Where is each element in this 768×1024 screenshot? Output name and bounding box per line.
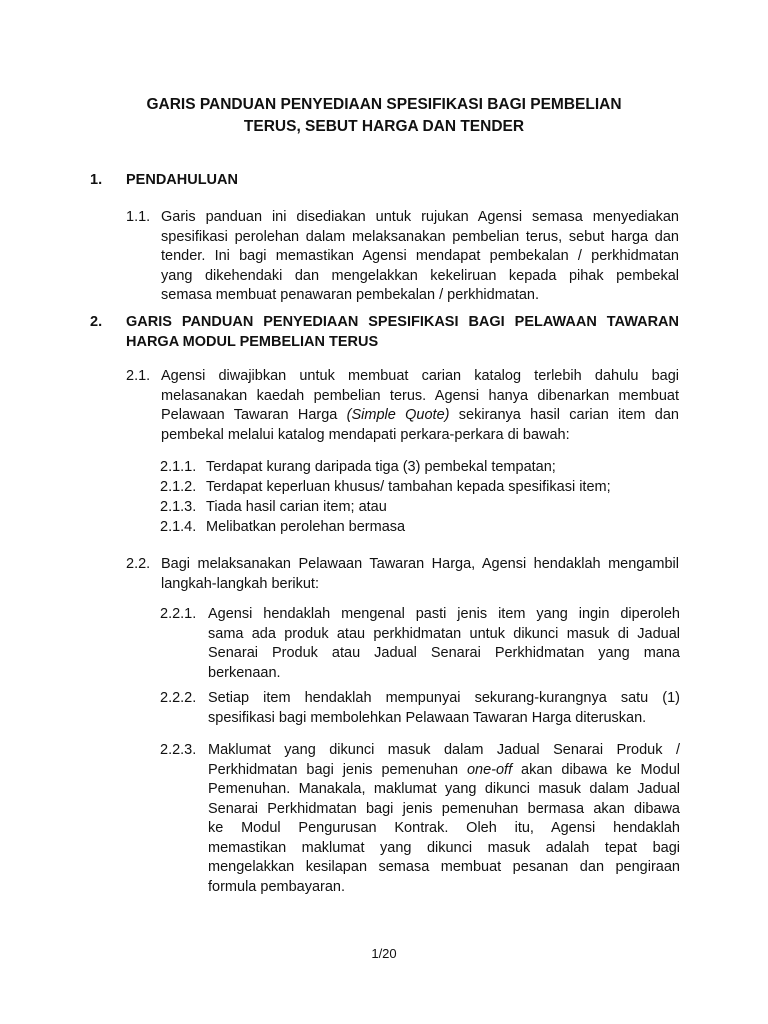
text-line: Bagi melaksanakan Pelawaan Tawaran Harga, Agensi hendaklah mengambil xyxy=(161,556,679,572)
text-run: Pelawaan Tawaran Harga xyxy=(161,407,347,423)
paragraph-text xyxy=(208,689,680,728)
text-line: Pemenuhan. Manakala, maklumat yang dikunci masuk dalam Jadual xyxy=(208,781,680,797)
list-text: Tiada hasil carian item; atau xyxy=(206,499,387,515)
list-number: 2.1.3. xyxy=(160,499,197,515)
title-line-1: GARIS PANDUAN PENYEDIAAN SPESIFIKASI BAGI PEMBELIAN xyxy=(146,96,622,113)
list-item xyxy=(160,478,611,498)
text-line: ke Modul Pengurusan Kontrak. Oleh itu, Agensi hendaklah xyxy=(208,820,680,836)
text-run: akan dibawa ke Modul xyxy=(512,761,680,778)
paragraph-text xyxy=(208,605,680,683)
text-line: Agensi diwajibkan untuk membuat carian katalog terlebih dahulu bagi xyxy=(161,368,679,384)
paragraph-number: 1.1. xyxy=(126,209,151,225)
section-title-line: HARGA MODUL PEMBELIAN TERUS xyxy=(126,333,379,350)
title-line-2: TERUS, SEBUT HARGA DAN TENDER xyxy=(243,118,525,135)
text-line: Senarai Produk atau Jadual Senarai Perkhidmatan yang mana xyxy=(208,645,680,661)
italic-term: one-off xyxy=(466,761,513,778)
list-text: Terdapat keperluan khusus/ tambahan kepada spesifikasi item; xyxy=(206,479,611,495)
list-item xyxy=(160,458,556,478)
text-run: Perkhidmatan bagi jenis pemenuhan xyxy=(208,761,467,778)
paragraph-text xyxy=(161,367,679,445)
section-title-line: GARIS PANDUAN PENYEDIAAN SPESIFIKASI BAGI PELAWAAN TAWARAN xyxy=(126,314,679,330)
text-line: melasanakan kaedah pembelian terus. Agensi hanya dibenarkan membuat xyxy=(161,387,679,404)
text-line xyxy=(161,406,679,426)
text-line: tender. Ini bagi memastikan Agensi mendapat pembekalan / perkhidmatan xyxy=(161,248,679,264)
text-line: Setiap item hendaklah mempunyai sekurang-kurangnya satu (1) xyxy=(208,690,680,706)
list-number: 2.1.4. xyxy=(160,519,197,535)
text-line: yang dikehendaki dan mengelakkan kekeliruan kepada pihak pembekal xyxy=(161,267,679,284)
text-line: memastikan maklumat yang dikunci masuk adalah tepat bagi xyxy=(208,839,680,856)
text-line: berkenaan. xyxy=(208,664,281,681)
paragraph-text xyxy=(161,208,679,306)
paragraph-text xyxy=(161,555,679,594)
text-run: sekiranya hasil carian item dan xyxy=(449,407,679,423)
text-line: Agensi hendaklah mengenal pasti jenis item yang ingin diperoleh xyxy=(208,606,680,622)
text-line: spesifikasi perolehan dalam melaksanakan pembelian terus, sebut harga dan xyxy=(161,228,679,245)
italic-term: (Simple Quote) xyxy=(346,407,450,423)
paragraph-number: 2.2.3. xyxy=(160,742,197,758)
page-number: 1/20 xyxy=(371,946,397,961)
section-title: PENDAHULUAN xyxy=(126,172,238,188)
text-line: mengelakkan kesilapan semasa membuat pesanan dan pengiraan xyxy=(208,859,680,875)
paragraph-number: 2.2.2. xyxy=(160,690,197,706)
paragraph-number: 2.2. xyxy=(126,556,151,572)
text-line: Maklumat yang dikunci masuk dalam Jadual Senarai Produk / xyxy=(208,742,680,758)
section-number: 1. xyxy=(90,172,103,188)
paragraph-text xyxy=(208,741,680,897)
list-text: Terdapat kurang daripada tiga (3) pembekal tempatan; xyxy=(206,459,556,475)
list-item xyxy=(160,498,387,518)
section-number: 2. xyxy=(90,314,103,330)
paragraph-number: 2.1. xyxy=(126,368,151,384)
list-text: Melibatkan perolehan bermasa xyxy=(206,519,406,535)
text-line: formula pembayaran. xyxy=(208,878,346,895)
section-title xyxy=(126,313,679,352)
paragraph-number: 2.2.1. xyxy=(160,606,197,622)
text-line: pembekal melalui katalog mendapati perkara-perkara di bawah: xyxy=(161,426,570,443)
text-line: semasa membuat penawaran pembekalan / perkhidmatan. xyxy=(161,287,540,303)
document-title xyxy=(80,94,688,138)
text-line: langkah-langkah berikut: xyxy=(161,575,319,592)
text-line: sama ada produk atau perkhidmatan untuk dikunci masuk di Jadual xyxy=(208,625,680,642)
list-item xyxy=(160,518,405,538)
list-number: 2.1.1. xyxy=(160,459,197,475)
text-line: Garis panduan ini disediakan untuk rujukan Agensi semasa menyediakan xyxy=(161,209,679,225)
text-line xyxy=(208,761,680,781)
list-number: 2.1.2. xyxy=(160,479,197,495)
text-line: Senarai Perkhidmatan bagi jenis pemenuhan bermasa akan dibawa xyxy=(208,800,680,817)
text-line: spesifikasi bagi membolehkan Pelawaan Tawaran Harga diteruskan. xyxy=(208,709,647,726)
